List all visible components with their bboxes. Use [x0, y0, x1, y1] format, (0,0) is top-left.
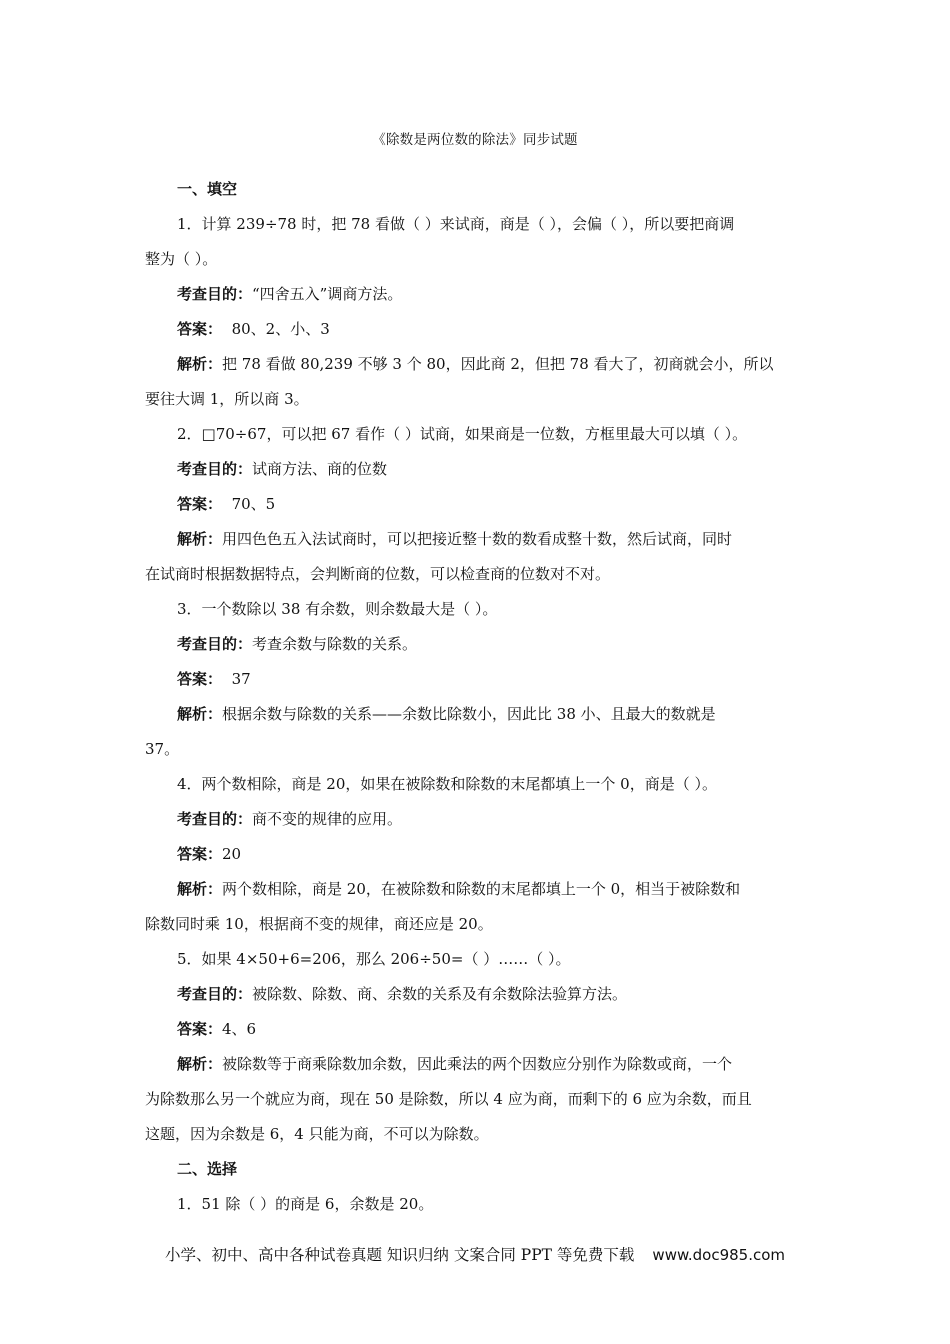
document-title: 《除数是两位数的除法》同步试题: [372, 132, 578, 148]
page-footer: [0, 1243, 950, 1265]
section-heading-choice: 二、选择: [177, 1160, 238, 1178]
purpose-text: 被除数、除数、商、余数的关系及有余数除法验算方法。: [252, 985, 628, 1003]
question-2-answer: [145, 487, 805, 522]
question-3-purpose: [145, 627, 805, 662]
question-2-analysis-line-1: [145, 522, 805, 557]
question-1-line-1: 1．计算 239÷78 时，把 78 看做（ ）来试商，商是（ ），会偏（ ），所以要把商调: [177, 215, 735, 233]
question-5-answer: [145, 1012, 805, 1047]
question-2-purpose: [145, 452, 805, 487]
analysis-text: 把 78 看做 80,239 不够 3 个 80，因此商 2，但把 78 看大了，初商就会小，所以: [222, 355, 774, 373]
question-4-answer: [145, 837, 805, 872]
choice-question-1: 1．51 除（ ）的商是 6，余数是 20。: [177, 1195, 434, 1213]
question-5-analysis-line-1: [145, 1047, 805, 1082]
analysis-text: 用四色色五入法试商时，可以把接近整十数的数看成整十数，然后试商，同时: [222, 530, 733, 548]
purpose-text: 试商方法、商的位数: [252, 460, 388, 478]
question-2-analysis-line-2: 在试商时根据数据特点，会判断商的位数，可以检查商的位数对不对。: [145, 565, 611, 583]
footer-text: 小学、初中、高中各种试卷真题 知识归纳 文案合同 PPT 等免费下载: [165, 1246, 635, 1264]
question-1-analysis-line-1: [145, 347, 805, 382]
question-1-purpose: [145, 277, 805, 312]
analysis-text: 根据余数与除数的关系——余数比除数小，因此比 38 小、且最大的数就是: [222, 705, 716, 723]
purpose-text: 考查余数与除数的关系。: [252, 635, 418, 653]
question-5-analysis-line-2: 为除数那么另一个就应为商，现在 50 是除数，所以 4 应为商，而剩下的 6 应为余数，而且: [145, 1090, 752, 1108]
question-1-answer: [145, 312, 805, 347]
answer-text: 4、6: [222, 1020, 257, 1038]
purpose-label: 考查目的：: [177, 460, 253, 478]
answer-text: 37: [231, 670, 251, 688]
purpose-label: 考查目的：: [177, 285, 253, 303]
question-3-answer: [145, 662, 805, 697]
question-4-purpose: [145, 802, 805, 837]
question-3-line-1: 3．一个数除以 38 有余数，则余数最大是（ ）。: [177, 600, 498, 618]
purpose-label: 考查目的：: [177, 985, 253, 1003]
question-3-analysis-line-1: [145, 697, 805, 732]
analysis-label: 解析：: [177, 1055, 223, 1073]
answer-label: 答案：: [177, 320, 223, 338]
question-5-analysis-line-3: 这题，因为余数是 6，4 只能为商，不可以为除数。: [145, 1125, 489, 1143]
analysis-text: 被除数等于商乘除数加余数，因此乘法的两个因数应分别作为除数或商，一个: [222, 1055, 733, 1073]
question-4-line-1: 4．两个数相除，商是 20，如果在被除数和除数的末尾都填上一个 0，商是（ ）。: [177, 775, 717, 793]
footer-site-link[interactable]: www.doc985.com: [652, 1246, 785, 1264]
question-2-line-1: 2．□70÷67，可以把 67 看作（ ）试商，如果商是一位数，方框里最大可以填（ ）。: [177, 425, 748, 443]
answer-text: 70、5: [231, 495, 276, 513]
question-1-analysis-line-2: 要往大调 1，所以商 3。: [145, 390, 309, 408]
analysis-label: 解析：: [177, 355, 223, 373]
purpose-text: “四舍五入”调商方法。: [252, 285, 403, 303]
answer-label: 答案：: [177, 845, 223, 863]
answer-label: 答案：: [177, 670, 223, 688]
question-4-analysis-line-1: [145, 872, 805, 907]
analysis-label: 解析：: [177, 705, 223, 723]
document-body: [145, 172, 805, 1222]
answer-text: 80、2、小、3: [231, 320, 330, 338]
question-1-line-2: 整为（ ）。: [145, 250, 218, 268]
purpose-text: 商不变的规律的应用。: [252, 810, 403, 828]
answer-label: 答案：: [177, 495, 223, 513]
purpose-label: 考查目的：: [177, 810, 253, 828]
analysis-text: 两个数相除，商是 20，在被除数和除数的末尾都填上一个 0，相当于被除数和: [222, 880, 741, 898]
question-5-line-1: 5．如果 4×50+6=206，那么 206÷50=（ ）……（ ）。: [177, 950, 571, 968]
purpose-label: 考查目的：: [177, 635, 253, 653]
answer-label: 答案：: [177, 1020, 223, 1038]
analysis-label: 解析：: [177, 880, 223, 898]
section-heading-fill-in: 一、填空: [177, 180, 238, 198]
analysis-label: 解析：: [177, 530, 223, 548]
question-4-analysis-line-2: 除数同时乘 10，根据商不变的规律，商还应是 20。: [145, 915, 493, 933]
question-5-purpose: [145, 977, 805, 1012]
question-3-analysis-line-2: 37。: [145, 740, 180, 758]
answer-text: 20: [222, 845, 242, 863]
